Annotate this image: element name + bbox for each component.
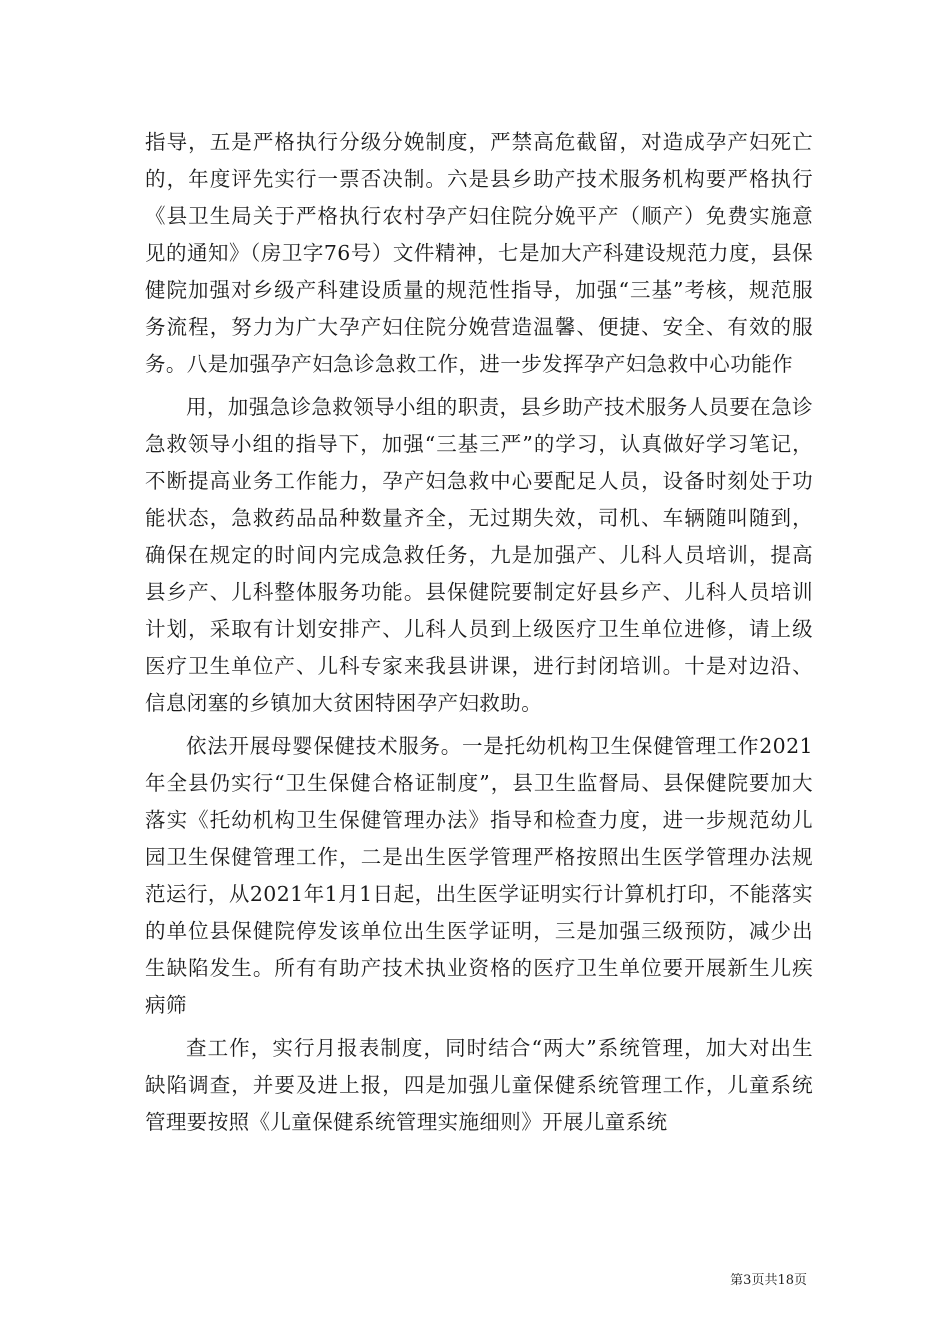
paragraph-3: 依法开展母婴保健技术服务。一是托幼机构卫生保健管理工作2021年全县仍实行“卫生保健合格证制度”，县卫生监督局、县保健院要加大落实《托幼机构卫生保健管理办法》指导和检查力度，进一步规范幼儿园卫生保健管理工作，二是出生医学管理严格按照出生医学管理办法规范运行，从2021年1月1日起，出生医学证明实行计算机打印，不能落实的单位县保健院停发该单位出生医学证明，三是加强三级预防，减少出生缺陷发生。所有有助产技术执业资格的医疗卫生单位要开展新生儿疾病筛 [145,734,813,1017]
body-text [145,124,813,1141]
paragraph-4: 查工作，实行月报表制度，同时结合“两大”系统管理，加大对出生缺陷调查，并要及进上报，四是加强儿童保健系统管理工作，儿童系统管理要按照《儿童保健系统管理实施细则》开展儿童系统 [145,1036,813,1134]
page-number-footer: 第3页共18页 [730,1273,807,1288]
paragraph-1: 指导，五是严格执行分级分娩制度，严禁高危截留，对造成孕产妇死亡的，年度评先实行一票否决制。六是县乡助产技术服务机构要严格执行《县卫生局关于严格执行农村孕产妇住院分娩平产（顺产）免费实施意见的通知》（房卫字76号）文件精神，七是加大产科建设规范力度，县保健院加强对乡级产科建设质量的规范性指导，加强“三基”考核，规范服务流程，努力为广大孕产妇住院分娩营造温馨、便捷、安全、有效的服务。八是加强孕产妇急诊急救工作，进一步发挥孕产妇急救中心功能作 [145,130,813,376]
paragraph-2: 用，加强急诊急救领导小组的职责，县乡助产技术服务人员要在急诊急救领导小组的指导下，加强“三基三严”的学习，认真做好学习笔记，不断提高业务工作能力，孕产妇急救中心要配足人员，设备时刻处于功能状态，急救药品品种数量齐全，无过期失效，司机、车辆随叫随到，确保在规定的时间内完成急救任务，九是加强产、儿科人员培训，提高县乡产、儿科整体服务功能。县保健院要制定好县乡产、儿科人员培训计划，采取有计划安排产、儿科人员到上级医疗卫生单位进修，请上级医疗卫生单位产、儿科专家来我县讲课，进行封闭培训。十是对边沿、信息闭塞的乡镇加大贫困特困孕产妇救助。 [145,395,813,715]
